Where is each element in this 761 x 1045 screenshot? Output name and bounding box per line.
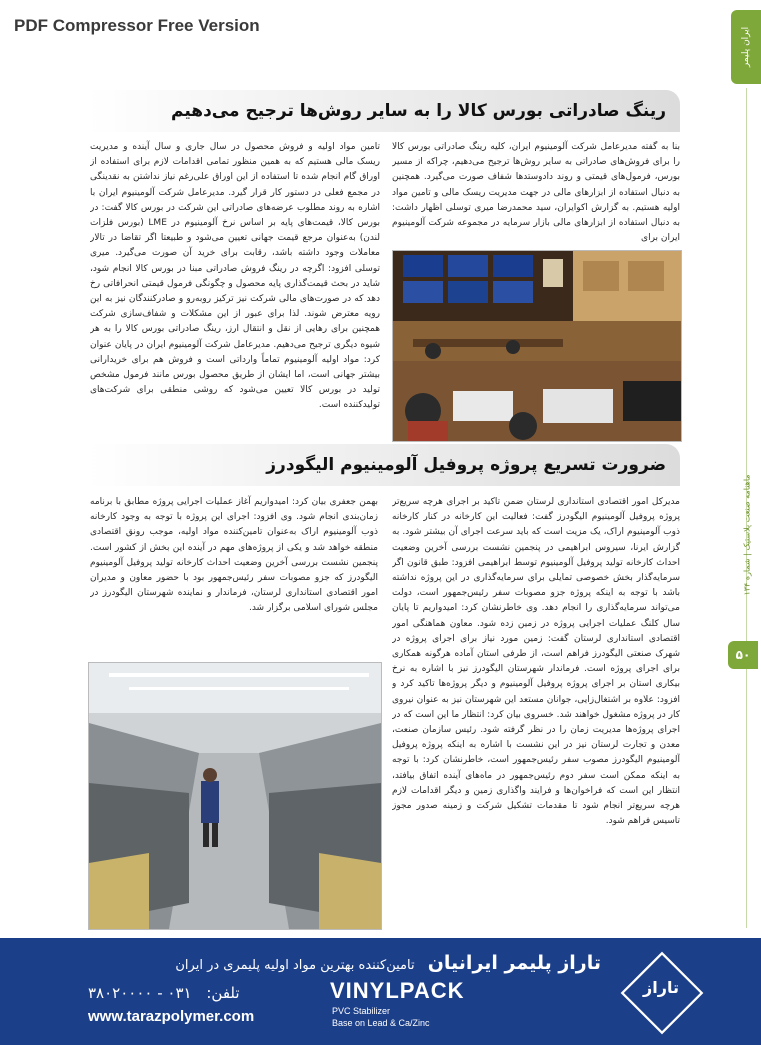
ad-phone-label: تلفن: xyxy=(206,984,240,1002)
issue-meta xyxy=(727,430,761,640)
page-number: ۵۰ xyxy=(728,641,758,669)
article1-title: رینگ صادراتی بورس کالا را به سایر روش‌ها ترجیح می‌دهیم xyxy=(171,101,666,121)
issue-meta-label: ماهنامه صنعت پلاستیک | شماره ۱۳۴ xyxy=(742,474,752,596)
ad-brand: تاراز پلیمر ایرانیان xyxy=(427,952,601,974)
article2-headline-bar xyxy=(88,444,680,486)
ad-product-sub1: PVC Stabilizer xyxy=(332,1006,391,1016)
watermark: PDF Compressor Free Version xyxy=(14,16,260,35)
ad-logo-text: تاراز xyxy=(643,978,679,997)
section-tab-label: ایران پلیمر xyxy=(741,26,751,68)
ad-phone-line xyxy=(88,984,240,1002)
aluminium-factory-photo xyxy=(88,662,382,930)
ad-tagline: تامین‌کننده بهترین مواد اولیه پلیمری در ایران xyxy=(175,958,415,973)
article2-column-right: مدیرکل امور اقتصادی استانداری لرستان ضمن تاکید بر اجرای هرچه سریع‌تر پروژه پروفیل آلومینیوم الیگودرز گفت: فعالیت این کارخانه در کنار کارخانه ذوب آلومینیوم اراک، یک مزیت است که باید سرعت اجرای آن بیشتر شود. به گزارش ایرنا، سیروس ابراهیمی در پنجمین نشست بررسی آخرین وضعیت احداث کارخانه تولید پروفیل آلومینیوم توسط ابراهیمی افزود: طبق قانون اگر سرمایه‌گذار بخش خصوصی تمایلی برای سرمایه‌گذاری در این پروژه نداشته باشد با توجه به اینکه پروژه جزو مصوبات سفر رئیس‌جمهور است، دولت می‌تواند سرمایه‌گذاری را انجام دهد. وی خاطرنشان کرد: امیدواریم تا پایان سال کلنگ عملیات اجرایی پروژه در زمین زده شود. معاون هماهنگی امور اقتصادی استانداری لرستان گفت: زمین مورد نیاز برای اجرای پروژه در شهرک صنعتی الیگودرز فراهم است، از طرفی استان آماده هرگونه همکاری برای اجرای پروژه است. فرماندار شهرستان الیگودرز نیز با اشاره به نرخ بیکاری استان بر اجرای پروژه پروفیل آلومینیوم و دیگر پروژه‌ها تاکید کرد و افزود: علاوه بر اشتغال‌زایی، جوانان مستعد این شهرستان نیز به عنوان نیروی کار در پروژه مشغول خواهند شد. خسروی بیان کرد: انتظار ما این است که در اجرای پروژه‌ها مدیریت زمان را در نظر گرفته شود. رئیس سازمان صنعت، معدن و تجارت لرستان نیز در این نشست با اشاره به اینکه پروژه پروفیل آلومینیوم الیگودرز مصوب سفر رئیس‌جمهور است، خاطرنشان کرد: با توجه به اینکه ممکن است سفر دوم رئیس‌جمهور در ماه‌های آینده اتفاق بیافتد، انتظار این است که فراخوان‌ها و فرایند واگذاری زمین و دیگر اقدامات لازم هرچه سریع‌تر انجام شود تا مقدمات تشکیل شرکت و زمینه صدور مجوز تاسیس فراهم شود. xyxy=(392,497,680,827)
article2-column-left: بهمن جعفری بیان کرد: امیدواریم آغاز عملیات اجرایی پروژه مطابق با برنامه زمان‌بندی انجام شود. وی افزود: اجرای این پروژه با توجه به وجود کارخانه ذوب آلومینیوم اراک به‌عنوان تامین‌کننده مواد اولیه، موجب رونق اقتصادی منطقه خواهد شد و یکی از پروژه‌های مهم در آینده این بخش از کشور است. پنجمین نشست بررسی آخرین وضعیت احداث کارخانه تولید پروفیل آلومینیوم الیگودرز که جزو مصوبات سفر رئیس‌جمهور بود با حضور معاون و مدیران امور اقتصادی استانداری لرستان، فرماندار و نماینده شهرستان الیگودرز در مجلس شورای اسلامی برگزار شد. xyxy=(90,497,378,614)
ad-product: VINYLPACK xyxy=(330,978,465,1003)
article2-title: ضرورت تسریع پروژه پروفیل آلومینیوم الیگودرز xyxy=(266,455,666,475)
ad-website[interactable]: www.tarazpolymer.com xyxy=(88,1008,255,1025)
ad-phone: ۰۳۱ - ۳۸۰۲۰۰۰۰ xyxy=(88,984,192,1002)
bourse-trading-floor-photo xyxy=(392,250,682,442)
ad-brand-line xyxy=(175,952,601,974)
ad-product-sub2: Base on Lead & Ca/Zinc xyxy=(332,1018,430,1028)
article1-column-left: تامین مواد اولیه و فروش محصول در سال جاری و سال آینده و مدیریت ریسک مالی هستیم که به همین منظور تمامی اقدامات لازم برای استفاده از اوراق گام انجام شده تا استفاده از این اوراق علی‌رغم نیاز نداشتن به نقدینگی در مجمع فعلی در دستور کار قرار گیرد. مدیرعامل شرکت آلومینیوم ایران با اشاره به روند مطلوب عرضه‌های صادراتی این شرکت در بورس کالا گفت: در بورس کالا، قیمت‌های پایه بر اساس نرخ آلومینیوم در LME (بورس فلزات لندن) به‌عنوان مرجع قیمت جهانی تعیین می‌شود و طبیعتا اگر تقاضا در تالار معاملات وجود داشته باشد، رقابت برای خرید آن صورت می‌گیرد. میری توسلی افزود: اگرچه در رینگ فروش صادراتی مبنا در بورس کالا انجام شود، شاید در بحث قیمت‌گذاری پایه محصول و چگونگی فرمول قیمتی انحرافاتی رخ دهد که در صورت‌های مالی شرکت نیز ترکیز روبه‌رو و صادرکنندگان نیز به این رویه معترض شوند. لذا برای عبور از این مشکلات و شفاف‌سازی شرکت همچنین برای رهایی از نقل و انتقال ارز، رینگ صادراتی بورس کالا را به هر شیوه دیگری ترجیح می‌دهیم. مدیرعامل شرکت آلومینیوم ایران در پایان عنوان کرد: مواد اولیه آلومینیوم تماماً وارداتی است و فروش هم برای خریدارانی بیشتر جهانی است، اما ایشان از طریق محصول بورس مانند فرمول مشخص تولید در بورس کالا تعیین می‌شود که روشی منطقی برای شرکت‌های تولیدکننده است. xyxy=(90,142,380,411)
article1-column-right: بنا به گفته مدیرعامل شرکت آلومینیوم ایران، کلیه رینگ صادراتی بورس کالا را برای فروش‌های صادراتی به سایر روش‌ها ترجیح می‌دهیم، چراکه از مسیر بورس، فرمول‌های قیمتی و روند دادوستد‌ها شفاف صورت می‌گیرد. همچنین به دنبال استفاده از ابزارهای مالی در جهت مدیریت ریسک مالی و تامین مواد اولیه هستیم. به گزارش اکوایران، سید محمدرضا میری توسلی اظهار داشت: به دنبال استفاده از ابزارهای مالی بازار سرمایه در مجموعه شرکت آلومینیوم ایران برای xyxy=(392,142,680,244)
article1-headline-bar xyxy=(88,90,680,132)
advertisement-banner xyxy=(0,938,761,1045)
section-tab xyxy=(731,10,761,84)
